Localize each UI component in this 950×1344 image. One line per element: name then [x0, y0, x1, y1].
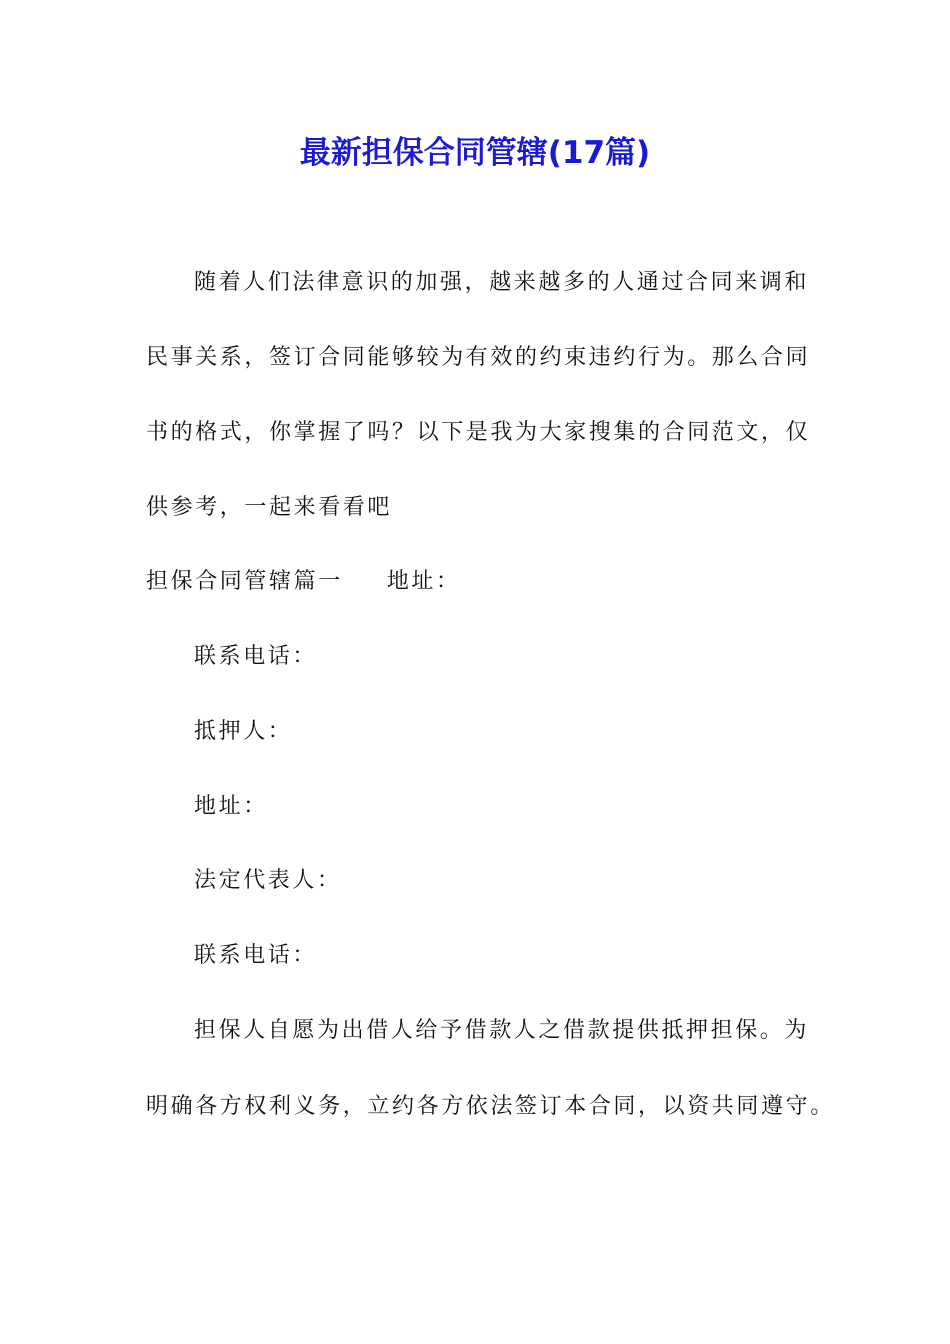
field-phone-2: 联系电话：: [194, 943, 318, 968]
intro-line-3: 书的格式，你掌握了吗？以下是我为大家搜集的合同范文，仅: [146, 420, 811, 445]
field-mortgagor: 抵押人：: [194, 719, 293, 744]
body-line-1: 担保人自愿为出借人给予借款人之借款提供抵押担保。为: [194, 1018, 810, 1043]
address-field-label: 地址：: [386, 569, 461, 594]
section-heading-line: [146, 567, 816, 597]
intro-line-1: 随着人们法律意识的加强，越来越多的人通过合同来调和: [194, 270, 810, 295]
document-title: 最新担保合同管辖(17篇): [299, 135, 651, 171]
intro-line-2: 民事关系，签订合同能够较为有效的约束违约行为。那么合同: [146, 345, 811, 370]
field-phone-1: 联系电话：: [194, 644, 318, 669]
intro-line-4: 供参考，一起来看看吧: [146, 495, 393, 520]
field-address: 地址：: [194, 794, 268, 819]
body-line-2: 明确各方权利义务，立约各方依法签订本合同，以资共同遵守。: [146, 1094, 835, 1119]
field-legal-representative: 法定代表人：: [194, 868, 342, 893]
section-heading: 担保合同管辖篇一: [146, 569, 343, 594]
